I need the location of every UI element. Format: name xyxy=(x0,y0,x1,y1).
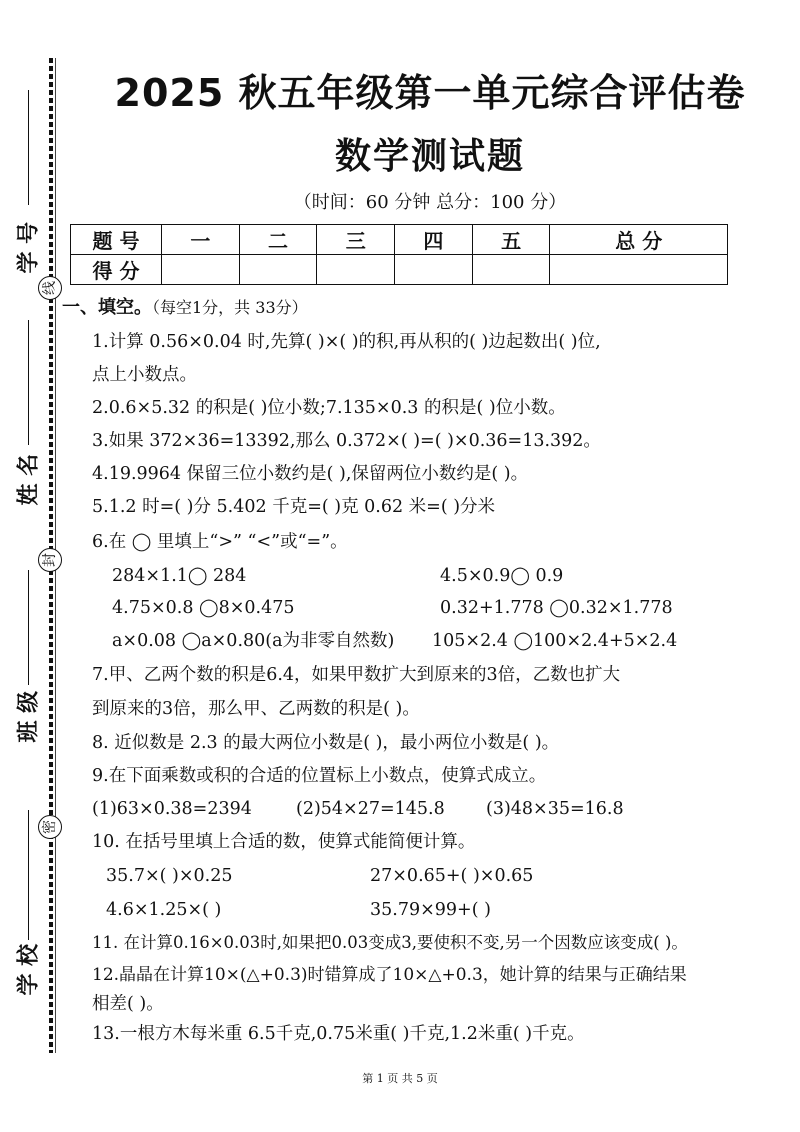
score-cell: 三 xyxy=(317,225,395,255)
seal-char-seal: 封 xyxy=(38,548,62,572)
school-label: 学 校 xyxy=(16,943,42,996)
score-input-cell[interactable] xyxy=(472,255,550,285)
question-line: 13.一根方木每米重 6.5千克,0.75米重( )千克,1.2米重( )千克。 xyxy=(92,1024,585,1044)
compare-item: 284×1.1◯ 284 xyxy=(112,566,247,586)
question-line: 9.在下面乘数或积的合适的位置标上小数点，使算式成立。 xyxy=(92,766,547,786)
name-blank-line xyxy=(28,320,29,445)
score-input-cell[interactable] xyxy=(317,255,395,285)
page-subtitle: 数学测试题 xyxy=(334,136,525,177)
class-blank-line xyxy=(28,570,29,685)
score-table xyxy=(70,224,728,285)
score-cell: 总 分 xyxy=(550,225,728,255)
question-line: 10. 在括号里填上合适的数，使算式能简便计算。 xyxy=(92,832,476,852)
decimal-item: (2)54×27=145.8 xyxy=(296,799,445,819)
page-footer: 第 1 页 共 5 页 xyxy=(362,1072,438,1085)
decimal-item: (3)48×35=16.8 xyxy=(486,799,624,819)
score-cell: 一 xyxy=(162,225,240,255)
student-no-blank-line xyxy=(28,90,29,205)
question-line: 8. 近似数是 2.3 的最大两位小数是( )，最小两位小数是( )。 xyxy=(92,733,560,753)
decimal-item: (1)63×0.38=2394 xyxy=(92,799,252,819)
seal-char-secret: 密 xyxy=(38,815,62,839)
score-input-cell[interactable] xyxy=(550,255,728,285)
score-input-cell[interactable] xyxy=(239,255,317,285)
question-line: 7.甲、乙两个数的积是6.4，如果甲数扩大到原来的3倍，乙数也扩大 xyxy=(92,665,621,685)
seal-char-line: 线 xyxy=(38,276,62,300)
school-blank-line xyxy=(28,810,29,940)
score-cell: 四 xyxy=(395,225,473,255)
question-line: 1.计算 0.56×0.04 时,先算( )×( )的积,再从积的( )边起数出( )位, xyxy=(92,332,601,352)
simplify-item: 4.6×1.25×( ) xyxy=(106,900,222,920)
question-line: 11. 在计算0.16×0.03时,如果把0.03变成3,要使积不变,另一个因数应该变成( )。 xyxy=(92,933,688,952)
score-table-header-row xyxy=(71,225,728,255)
class-label: 班 级 xyxy=(16,690,42,743)
section-title: 一、填空。 xyxy=(62,297,152,318)
question-line: 4.19.9964 保留三位小数约是( ),保留两位小数约是( )。 xyxy=(92,464,529,484)
score-input-cell[interactable] xyxy=(395,255,473,285)
section-heading xyxy=(62,293,308,319)
compare-item: 4.5×0.9◯ 0.9 xyxy=(440,566,564,586)
question-line: 5.1.2 时=( )分 5.402 千克=( )克 0.62 米=( )分米 xyxy=(92,497,496,517)
compare-item: 105×2.4 ◯100×2.4+5×2.4 xyxy=(432,631,678,651)
score-cell: 题 号 xyxy=(71,225,162,255)
question-line: 相差( )。 xyxy=(92,994,164,1014)
page-title: 2025 秋五年级第一单元综合评估卷 xyxy=(114,71,746,115)
question-line: 12.晶晶在计算10×(△+0.3)时错算成了10×△+0.3，她计算的结果与正确结果 xyxy=(92,965,687,985)
question-line: 点上小数点。 xyxy=(92,365,197,385)
compare-item: 0.32+1.778 ◯0.32×1.778 xyxy=(440,598,673,618)
score-cell: 二 xyxy=(239,225,317,255)
score-input-cell[interactable] xyxy=(162,255,240,285)
simplify-item: 27×0.65+( )×0.65 xyxy=(370,866,534,886)
name-label: 姓 名 xyxy=(16,453,42,506)
time-info: （时间：60 分钟 总分：100 分） xyxy=(293,192,567,213)
score-cell: 五 xyxy=(472,225,550,255)
question-line: 2.0.6×5.32 的积是( )位小数;7.135×0.3 的积是( )位小数。 xyxy=(92,398,566,418)
compare-item: 4.75×0.8 ◯8×0.475 xyxy=(112,598,295,618)
question-line: 3.如果 372×36=13392,那么 0.372×( )=( )×0.36=13.392。 xyxy=(92,431,601,451)
score-table-score-row xyxy=(71,255,728,285)
score-cell: 得 分 xyxy=(71,255,162,285)
question-line: 到原来的3倍，那么甲、乙两数的积是( )。 xyxy=(92,699,420,719)
question-line: 6.在 ◯ 里填上“>” “<”或“=”。 xyxy=(92,532,348,552)
section-note: （每空1分，共 33分） xyxy=(152,298,308,317)
simplify-item: 35.79×99+( ) xyxy=(370,900,491,920)
student-no-label: 学 号 xyxy=(16,221,42,274)
compare-item: a×0.08 ◯a×0.80(a为非零自然数) xyxy=(112,631,395,651)
simplify-item: 35.7×( )×0.25 xyxy=(106,866,233,886)
